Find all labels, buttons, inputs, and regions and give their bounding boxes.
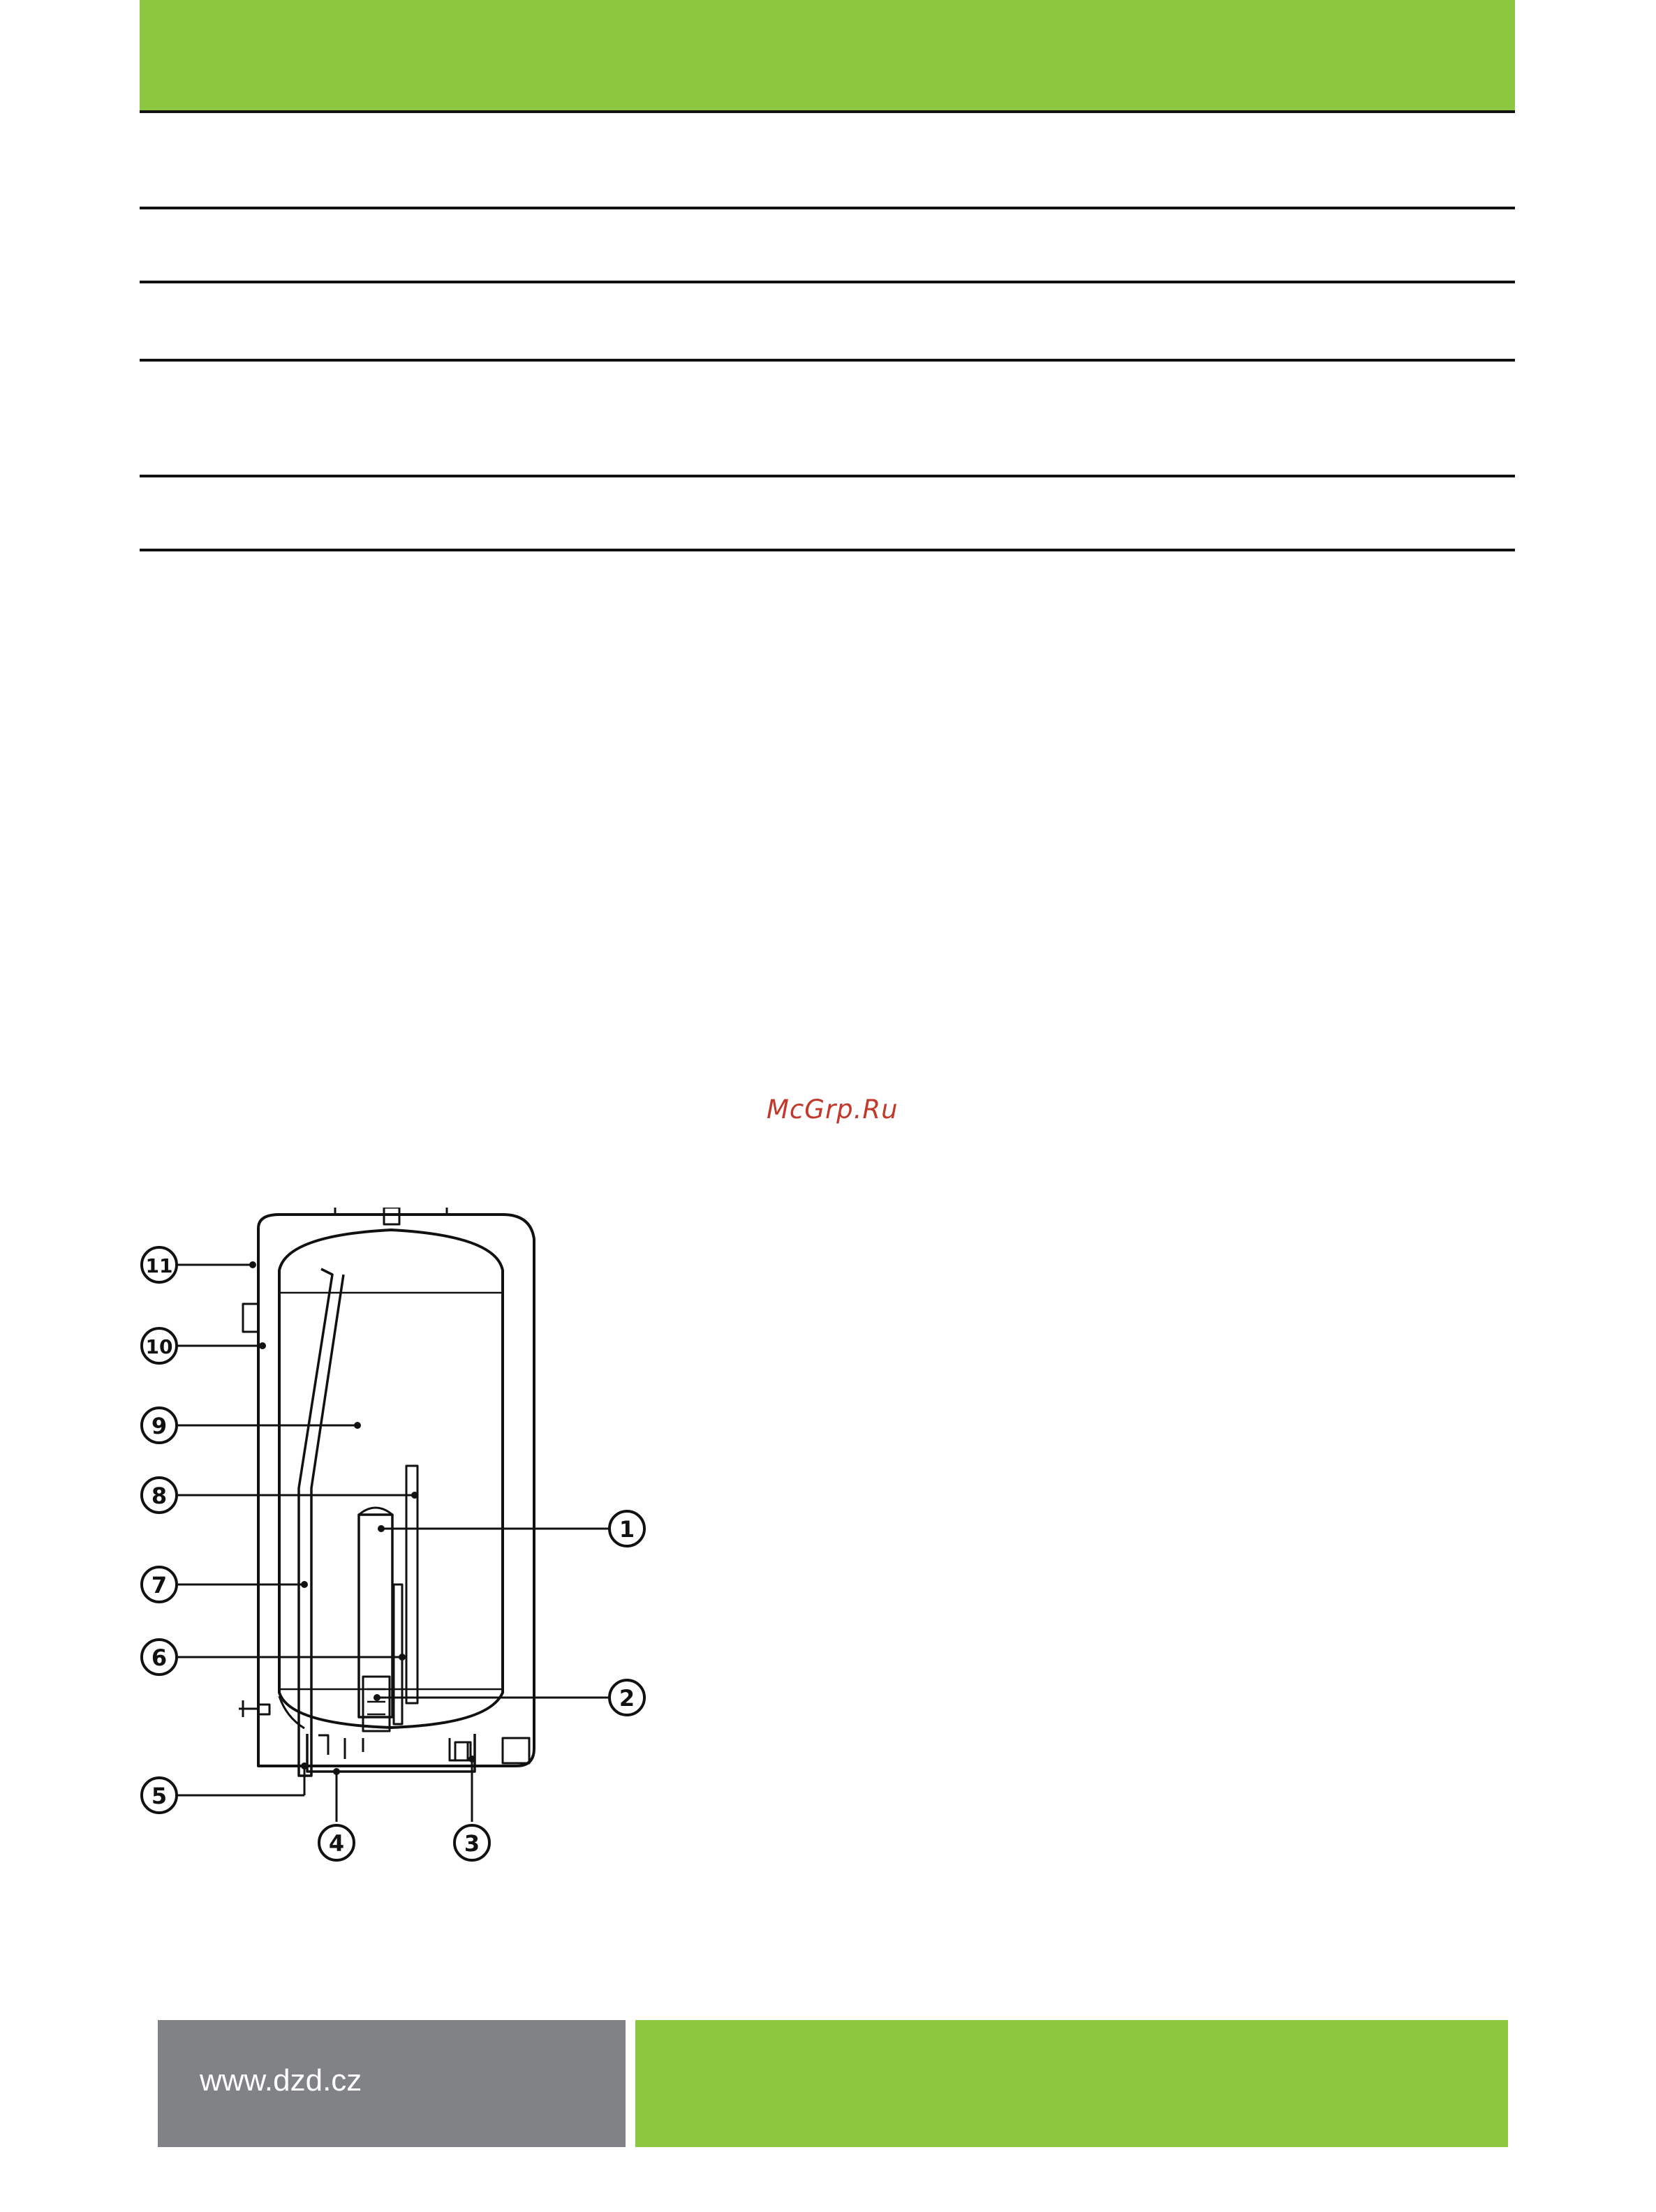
callout-2: 2 bbox=[619, 1685, 635, 1712]
side-knob bbox=[243, 1304, 258, 1332]
footer-gray-panel bbox=[158, 2020, 626, 2147]
callout-10: 10 bbox=[145, 1335, 173, 1358]
callout-3: 3 bbox=[464, 1830, 480, 1857]
table-rule bbox=[140, 281, 1515, 283]
flange-block bbox=[363, 1677, 390, 1731]
thermostat-tube bbox=[406, 1466, 417, 1703]
callout-8: 8 bbox=[151, 1483, 168, 1509]
callout-7: 7 bbox=[151, 1572, 168, 1598]
callout-5: 5 bbox=[151, 1783, 168, 1809]
drain-valve bbox=[239, 1700, 269, 1717]
table-rule bbox=[140, 359, 1515, 362]
table-rule bbox=[140, 110, 1515, 113]
diagram-svg bbox=[140, 1208, 670, 1906]
callout-9: 9 bbox=[151, 1413, 168, 1439]
table-rule bbox=[140, 549, 1515, 551]
header-band bbox=[140, 0, 1515, 112]
footer-website-link[interactable]: www.dzd.cz bbox=[200, 2063, 362, 2098]
callout-1: 1 bbox=[619, 1516, 635, 1543]
callout-4: 4 bbox=[328, 1830, 345, 1857]
cold-inlet-pipe bbox=[299, 1269, 343, 1776]
watermark-text: McGrp.Ru bbox=[767, 1094, 899, 1124]
callout-6: 6 bbox=[151, 1645, 168, 1671]
table-rule bbox=[140, 207, 1515, 209]
water-heater-diagram bbox=[140, 1208, 670, 1906]
footer-green-panel bbox=[635, 2020, 1508, 2147]
table-rule bbox=[140, 475, 1515, 477]
callout-11: 11 bbox=[145, 1254, 173, 1277]
